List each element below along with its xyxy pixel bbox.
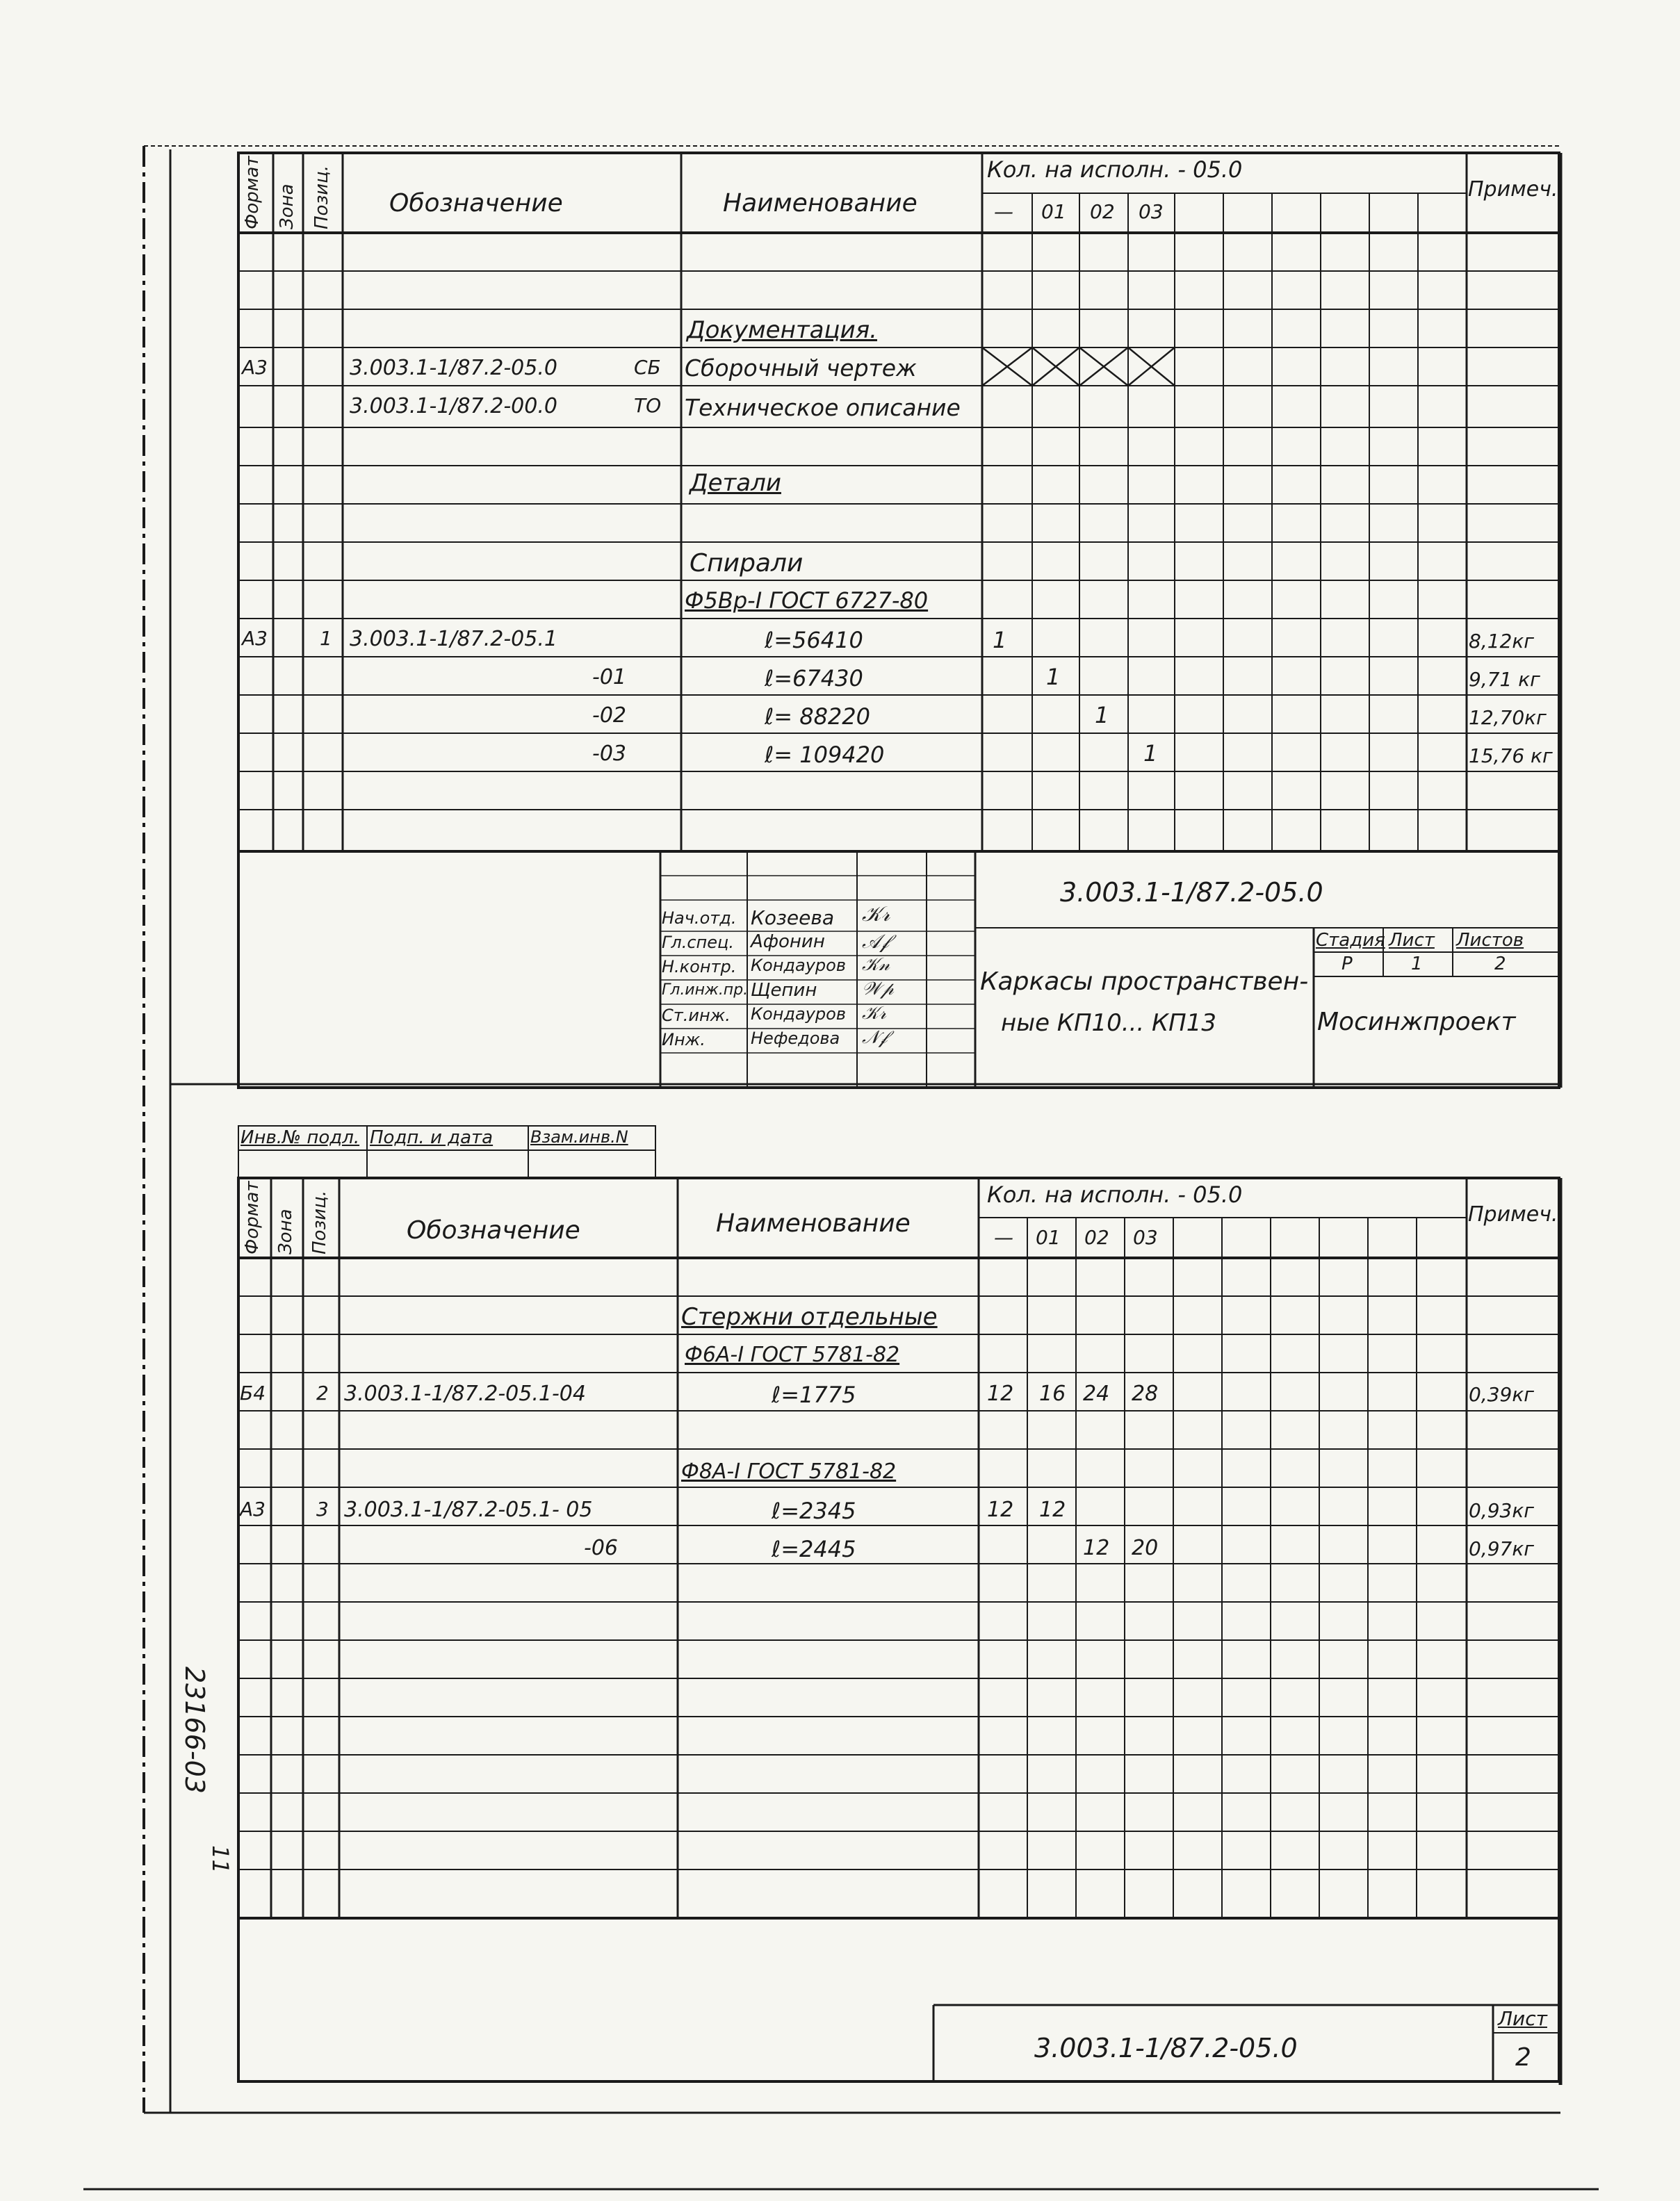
row4-qty: 1 <box>1046 664 1061 690</box>
sheets-value: 2 <box>1494 954 1506 974</box>
variant-0-label-2: — <box>994 1226 1013 1249</box>
section-parts: Детали <box>690 469 781 497</box>
rod-row1-note: 0,39кг <box>1469 1383 1534 1406</box>
rod-row1-qty-3: 28 <box>1132 1382 1159 1406</box>
section-spirals: Спирали <box>690 549 804 578</box>
steel-spec: Ф5Вр-I ГОСТ 6727-80 <box>685 587 929 614</box>
name-5: Кондауров <box>751 1004 846 1024</box>
row5-designation: -02 <box>592 703 626 728</box>
row4-note: 9,71 кг <box>1469 668 1540 691</box>
role-6: Инж. <box>662 1030 706 1049</box>
rod-row2-qty-1: 12 <box>1039 1498 1066 1522</box>
variant-2-label: 02 <box>1090 200 1115 223</box>
role-1: Нач.отд. <box>662 908 737 928</box>
row3-pos: 1 <box>320 627 332 650</box>
col-format-label: Формат <box>242 156 263 229</box>
variant-3-label-2: 03 <box>1133 1226 1158 1249</box>
sign-date-label: Подп. и дата <box>370 1127 494 1148</box>
signature-3: 𝒦𝓃 <box>862 954 890 975</box>
rod-row1-format: Б4 <box>240 1382 266 1405</box>
rod-row1-qty-1: 16 <box>1039 1382 1066 1406</box>
row5-qty: 1 <box>1095 702 1109 728</box>
row2-code: ТО <box>634 394 662 417</box>
rod-row1-qty-2: 24 <box>1083 1382 1110 1406</box>
footer-sheet-number: 2 <box>1515 2043 1531 2072</box>
rod-row2-qty-0: 12 <box>987 1498 1014 1522</box>
sheet-value: 1 <box>1411 954 1423 974</box>
rod-row2-note: 0,93кг <box>1469 1499 1534 1522</box>
rod-row3-qty-2: 12 <box>1083 1536 1110 1560</box>
variant-0-label: — <box>994 200 1013 223</box>
section-rods: Стержни отдельные <box>681 1303 938 1331</box>
footer-doc-number: 3.003.1-1/87.2-05.0 <box>1034 2033 1298 2063</box>
rod-row2-format: А3 <box>240 1498 266 1521</box>
product-title-line2: ные КП10... КП13 <box>1001 1009 1216 1037</box>
col-name-label-2: Наименование <box>716 1209 911 1238</box>
col-note-label-2: Примеч. <box>1468 1202 1558 1227</box>
section-documentation: Документация. <box>687 316 877 344</box>
name-6: Нефедова <box>751 1029 840 1048</box>
row3-designation: 3.003.1-1/87.2-05.1 <box>350 627 557 651</box>
side-stamp-2: 11 <box>207 1845 234 1874</box>
name-1: Козеева <box>751 906 835 929</box>
name-3: Кондауров <box>751 956 846 975</box>
sheets-label: Листов <box>1456 930 1524 951</box>
row1-name: Сборочный чертеж <box>685 354 917 382</box>
variant-2-label-2: 02 <box>1084 1226 1109 1249</box>
signature-6: 𝒩𝒻 <box>862 1027 888 1048</box>
stage-label: Стадия <box>1316 930 1385 951</box>
col-zone-label-2: Зона <box>275 1209 296 1254</box>
row1-code: СБ <box>634 356 661 379</box>
row4-designation: -01 <box>592 665 626 689</box>
rod-row3-name: ℓ=2445 <box>772 1536 856 1562</box>
row6-designation: -03 <box>592 742 626 766</box>
row2-designation: 3.003.1-1/87.2-00.0 <box>350 394 557 418</box>
rod-row2-name: ℓ=2345 <box>772 1498 856 1524</box>
footer-sheet-label: Лист <box>1498 2007 1547 2030</box>
col-qty-label: Кол. на исполн. - 05.0 <box>987 156 1243 183</box>
name-2: Афонин <box>751 931 825 952</box>
col-note-label: Примеч. <box>1468 177 1558 202</box>
col-zone-label: Зона <box>277 183 297 229</box>
signature-5: 𝒦𝓇 <box>862 1003 886 1024</box>
rod-spec-1: Ф6А-I ГОСТ 5781-82 <box>685 1343 900 1367</box>
row3-format: А3 <box>242 627 268 650</box>
title-doc-number: 3.003.1-1/87.2-05.0 <box>1060 877 1323 908</box>
organization-name: Мосинжпроект <box>1317 1008 1516 1036</box>
row4-name: ℓ=67430 <box>765 665 863 692</box>
sheet-label: Лист <box>1389 930 1435 951</box>
role-5: Ст.инж. <box>662 1006 731 1025</box>
col-pos-label: Позиц. <box>311 165 332 229</box>
product-title-line1: Каркасы пространствен- <box>980 967 1309 996</box>
replace-inv-label: Взам.инв.N <box>530 1127 628 1147</box>
rod-row1-name: ℓ=1775 <box>772 1382 856 1408</box>
row6-name: ℓ= 109420 <box>765 742 885 768</box>
rod-row1-designation: 3.003.1-1/87.2-05.1-04 <box>344 1382 586 1406</box>
row3-qty: 1 <box>993 627 1007 653</box>
rod-row3-qty-3: 20 <box>1132 1536 1159 1560</box>
row1-format: А3 <box>242 356 268 379</box>
row2-name: Техническое описание <box>685 394 961 421</box>
col-designation-label: Обозначение <box>389 189 563 218</box>
inv-number-label: Инв.№ подл. <box>240 1127 360 1148</box>
rod-row1-pos: 2 <box>316 1382 329 1405</box>
col-qty-label-2: Кол. на исполн. - 05.0 <box>987 1181 1243 1208</box>
variant-3-label: 03 <box>1139 200 1164 223</box>
role-3: Н.контр. <box>662 957 737 976</box>
role-2: Гл.спец. <box>662 933 734 952</box>
rod-row1-qty-0: 12 <box>987 1382 1014 1406</box>
row3-note: 8,12кг <box>1469 630 1534 653</box>
col-pos-label-2: Позиц. <box>309 1190 330 1254</box>
signature-1: 𝒦𝓇 <box>862 902 890 926</box>
row3-name: ℓ=56410 <box>765 627 863 653</box>
side-stamp: 23166-03 <box>179 1667 210 1794</box>
rod-row2-pos: 3 <box>316 1498 329 1521</box>
row5-note: 12,70кг <box>1469 706 1547 729</box>
rod-row2-designation: 3.003.1-1/87.2-05.1- 05 <box>344 1498 593 1522</box>
col-format-label-2: Формат <box>242 1181 263 1254</box>
row5-name: ℓ= 88220 <box>765 703 870 730</box>
rod-row3-note: 0,97кг <box>1469 1537 1534 1560</box>
signature-2: 𝒜𝒻 <box>862 930 889 953</box>
col-designation-label-2: Обозначение <box>407 1216 580 1245</box>
name-4: Щепин <box>751 980 817 1001</box>
stage-value: Р <box>1341 954 1353 974</box>
role-4: Гл.инж.пр. <box>662 981 749 999</box>
variant-1-label: 01 <box>1041 200 1066 223</box>
col-name-label: Наименование <box>723 189 918 218</box>
rod-spec-2: Ф8А-I ГОСТ 5781-82 <box>681 1459 897 1484</box>
rod-row3-designation: -06 <box>584 1536 618 1560</box>
signature-4: 𝒲𝓅 <box>862 979 894 999</box>
variant-1-label-2: 01 <box>1036 1226 1061 1249</box>
row1-designation: 3.003.1-1/87.2-05.0 <box>350 356 557 380</box>
row6-qty: 1 <box>1143 740 1158 767</box>
row6-note: 15,76 кг <box>1469 744 1553 767</box>
